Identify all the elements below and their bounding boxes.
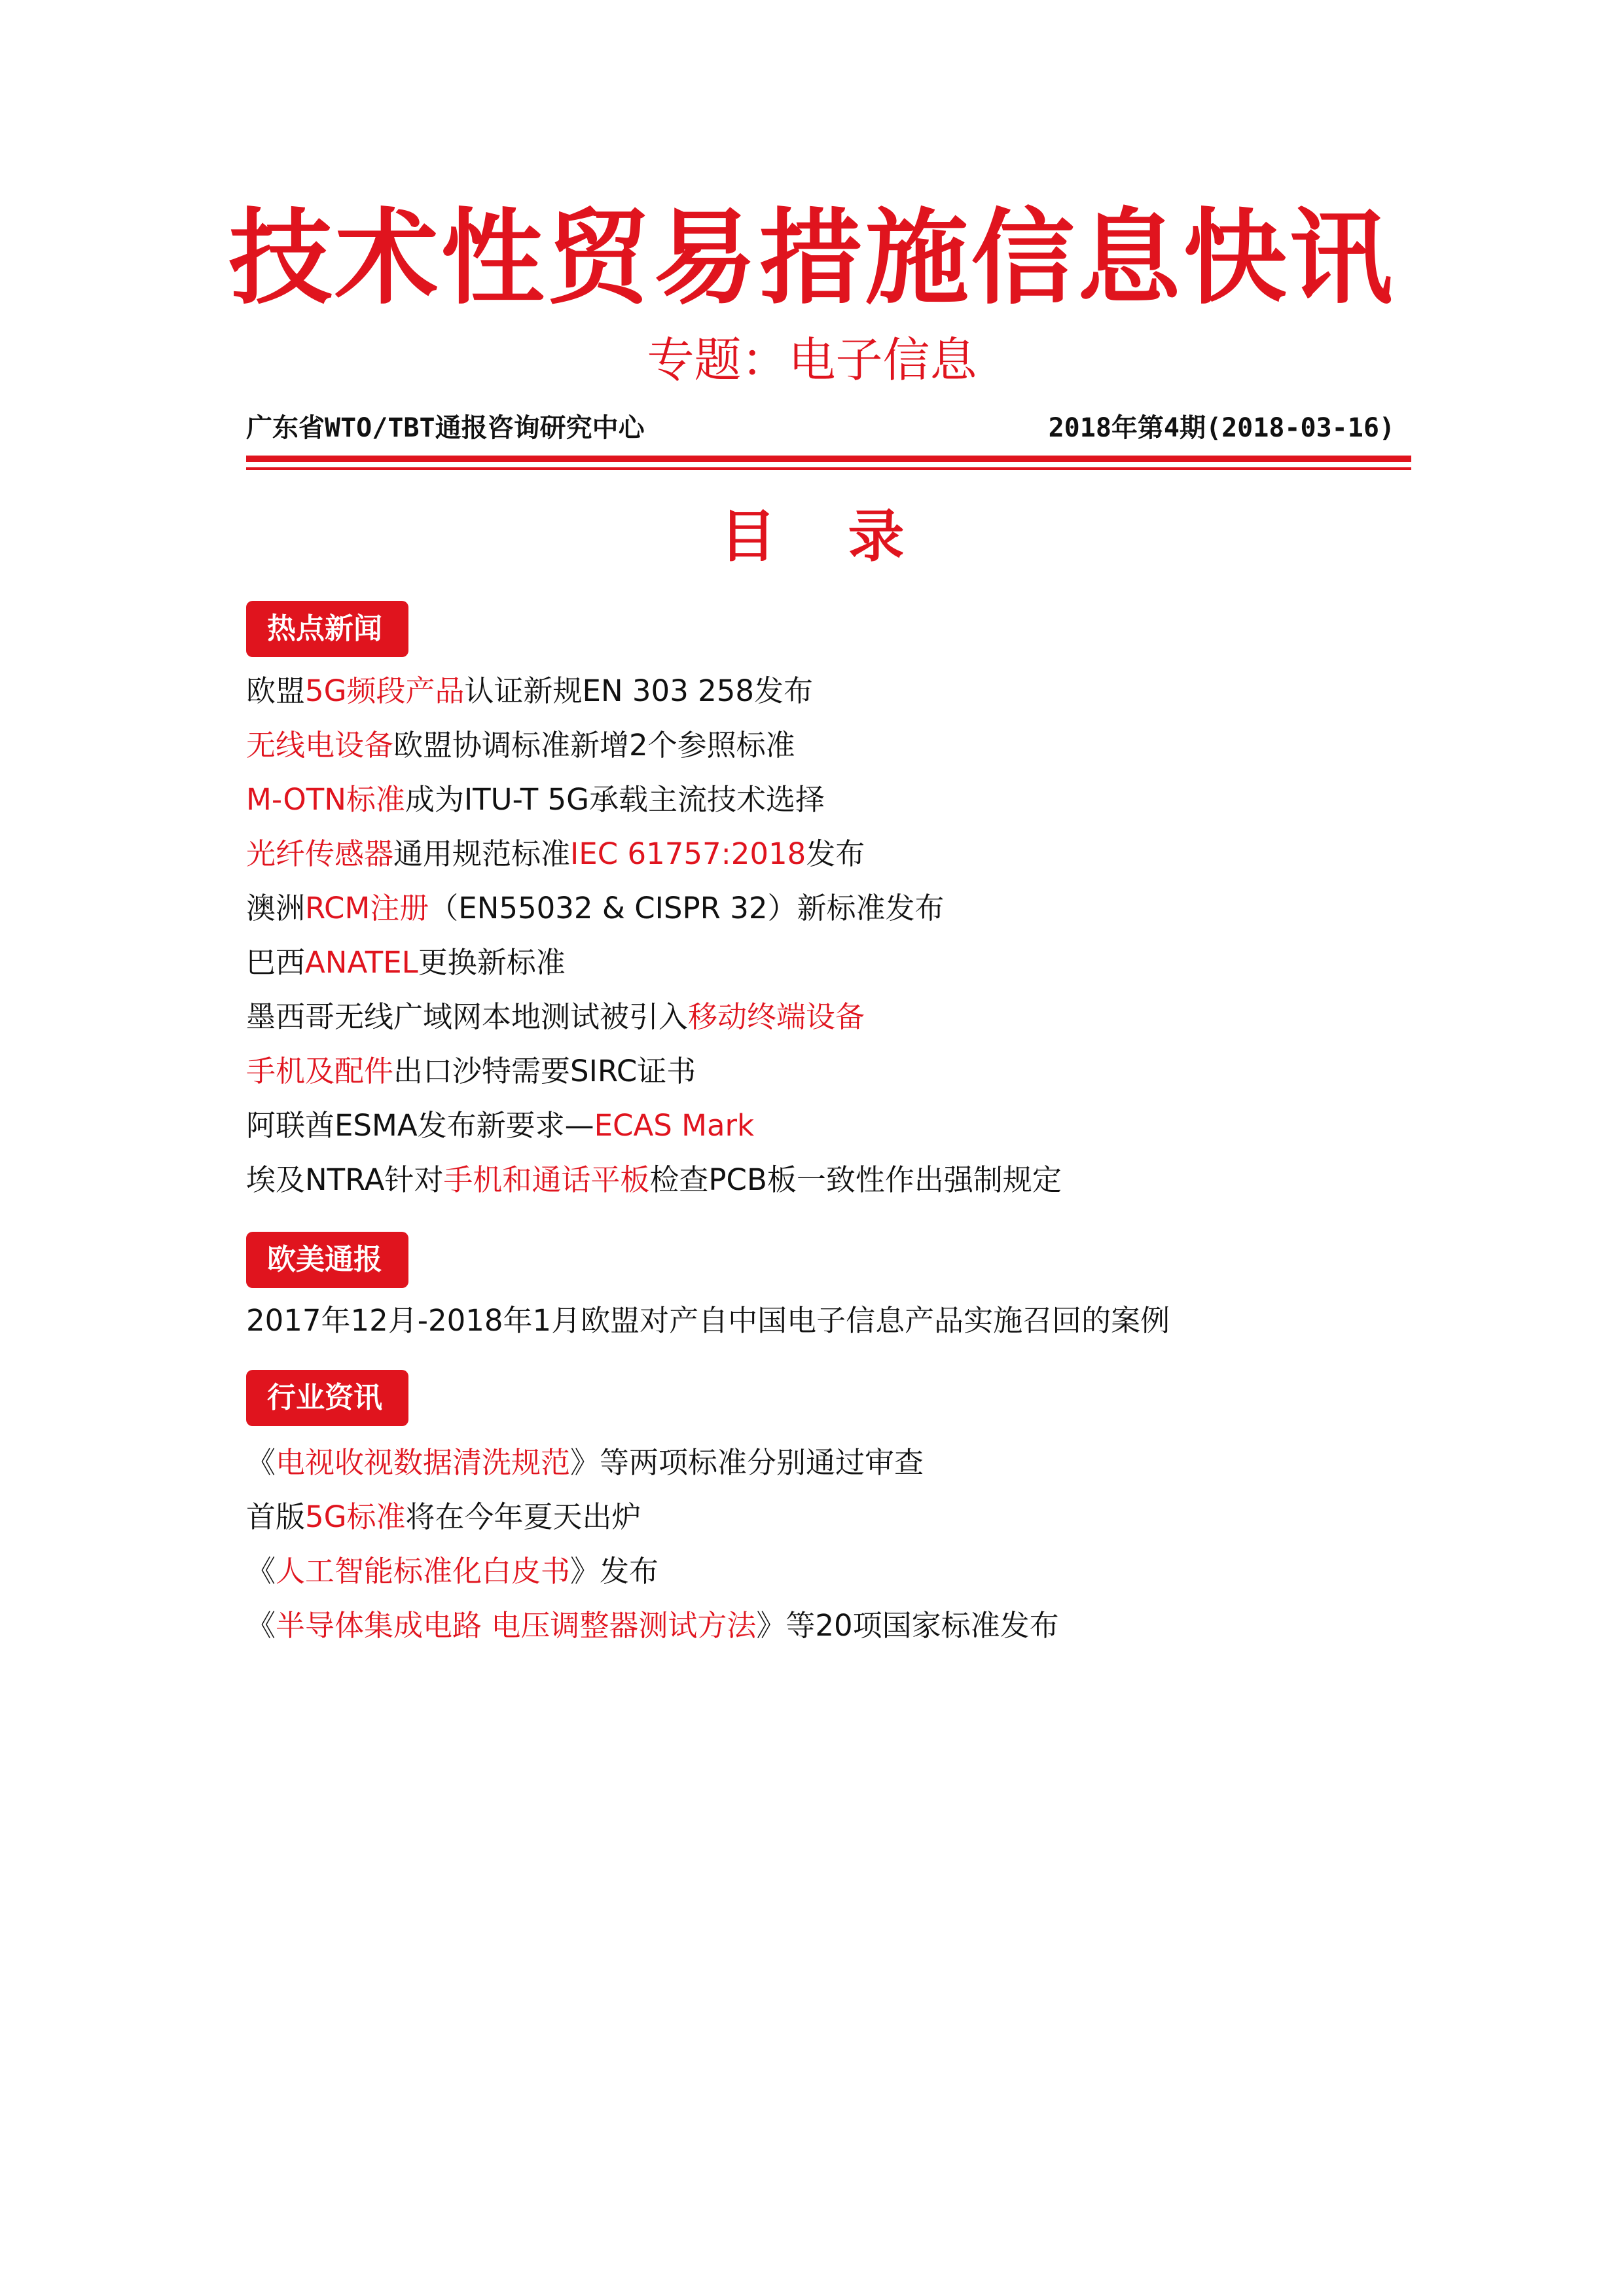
toc-entry-link[interactable] [246,664,1411,718]
toc-list [246,664,1411,1207]
newsletter-subtitle: 专题：电子信息 [647,332,977,387]
highlighted-keyword: 手机和通话平板 [443,1162,650,1197]
entry-text: 将在今年夏天出炉 [405,1499,641,1534]
section-badge: 行业资讯 [246,1370,408,1426]
highlighted-keyword: ANATEL [305,945,418,980]
highlighted-keyword: ECAS Mark [594,1108,755,1143]
highlighted-keyword: 5G频段产品 [305,673,465,708]
entry-text: 首版 [246,1499,306,1534]
entry-text: 欧盟 [246,673,306,708]
toc-entry-link[interactable] [246,718,1411,772]
entry-text: 》等20项国家标准发布 [756,1608,1059,1643]
entry-text: 认证新规EN 303 258发布 [464,673,814,708]
entry-text: 澳洲 [246,891,306,925]
highlighted-keyword: 光纤传感器 [246,836,394,871]
section-badge: 欧美通报 [246,1232,408,1288]
toc-entry-link[interactable] [246,1044,1411,1098]
highlighted-keyword: RCM注册 [305,891,429,925]
section-eu-us-notifications [246,1232,1411,1348]
highlighted-keyword: 手机及配件 [246,1054,394,1088]
toc-entry-link[interactable] [246,881,1411,935]
entry-text: 检查PCB板一致性作出强制规定 [649,1162,1062,1197]
toc-entry-link[interactable] [246,827,1411,881]
entry-text: 出口沙特需要SIRC证书 [393,1054,696,1088]
toc-entry-link[interactable] [246,1293,1411,1348]
newsletter-title: 技术性贸易措施信息快讯 [228,198,1396,319]
toc-entry-link[interactable] [246,990,1411,1044]
entry-text: 通用规范标准 [393,836,571,871]
header-divider-thin [246,467,1411,470]
highlighted-keyword: 5G标准 [305,1499,406,1534]
issue-info: 2018年第4期(2018-03-16) [1048,413,1395,443]
toc-entry-link[interactable] [246,1435,1411,1490]
entry-text: 阿联酋ESMA发布新要求— [246,1108,594,1143]
toc-list [246,1435,1411,1653]
entry-text: 发布 [806,836,865,871]
entry-text: 欧盟协调标准新增2个参照标准 [393,728,795,762]
highlighted-keyword: IEC 61757:2018 [570,836,806,871]
highlighted-keyword: M-OTN标准 [246,782,405,817]
entry-text: 《 [246,1608,276,1643]
toc-entry-link[interactable] [246,1153,1411,1207]
entry-text: 》发布 [570,1554,659,1588]
highlighted-keyword: 无线电设备 [246,728,394,762]
entry-text: 》等两项标准分别通过审查 [570,1445,924,1480]
highlighted-keyword: 人工智能标准化白皮书 [276,1554,571,1588]
entry-text: 成为ITU-T 5G承载主流技术选择 [405,782,825,817]
section-hot-news [246,601,1411,1207]
publisher-name: 广东省WTO/TBT通报咨询研究中心 [246,413,645,443]
header-divider-thick [246,456,1411,462]
toc-entry-link[interactable] [246,1598,1411,1653]
section-badge: 热点新闻 [246,601,408,657]
entry-text: （EN55032 & CISPR 32）新标准发布 [429,891,945,925]
entry-text: 更换新标准 [418,945,566,980]
highlighted-keyword: 电视收视数据清洗规范 [276,1445,571,1480]
toc-entry-link[interactable] [246,772,1411,827]
toc-title: 目录 [719,504,977,569]
entry-text: 墨西哥无线广域网本地测试被引入 [246,999,689,1034]
entry-text: 巴西 [246,945,306,980]
toc-list [246,1293,1411,1348]
entry-text: 《 [246,1445,276,1480]
toc-entry-link[interactable] [246,1544,1411,1598]
highlighted-keyword: 移动终端设备 [688,999,865,1034]
highlighted-keyword: 半导体集成电路 电压调整器测试方法 [276,1608,757,1643]
entry-text: 2017年12月-2018年1月欧盟对产自中国电子信息产品实施召回的案例 [246,1303,1170,1338]
entry-text: 《 [246,1554,276,1588]
toc-entry-link[interactable] [246,1098,1411,1153]
entry-text: 埃及NTRA针对 [246,1162,444,1197]
toc-entry-link[interactable] [246,1490,1411,1544]
toc-entry-link[interactable] [246,935,1411,990]
section-industry-news [246,1370,1411,1653]
